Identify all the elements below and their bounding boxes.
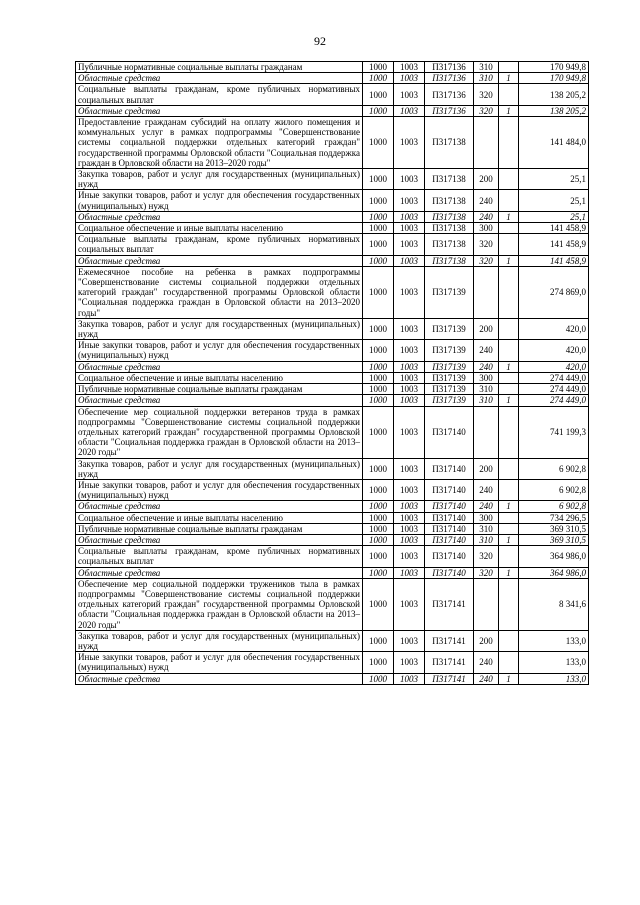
table-row (76, 318, 589, 339)
expense-name: Ежемесячное пособие на ребенка в рамках подпрограммы "Совершенствование системы социальной поддержки отдельных категорий граждан" государственной программы Орловской области "Социальная поддержка граждан в Орловской области на 2013–2020 годы" (76, 266, 363, 318)
table-row-regional-funds (76, 395, 589, 406)
amount: 369 310,5 (519, 523, 589, 534)
expense-type-code: 240 (474, 211, 499, 222)
table-row (76, 372, 589, 383)
section-code: 1000 (363, 384, 394, 395)
target-article-code: П317138 (425, 211, 474, 222)
subsection-code: 1003 (394, 84, 425, 105)
table-row (76, 266, 589, 318)
expense-name: Областные средства (76, 567, 363, 578)
table-body (76, 62, 589, 685)
section-code: 1000 (363, 73, 394, 84)
subsection-code: 1003 (394, 630, 425, 651)
expense-type-code: 240 (474, 340, 499, 361)
amount: 141 458,9 (519, 223, 589, 234)
funding-source-code: 1 (499, 395, 519, 406)
table-row (76, 652, 589, 673)
table-row (76, 523, 589, 534)
table-row (76, 84, 589, 105)
expense-name: Иные закупки товаров, работ и услуг для обеспечения государственных (муниципальных) нужд (76, 479, 363, 500)
expense-type-code: 320 (474, 105, 499, 116)
table-row-regional-funds (76, 73, 589, 84)
table-row-regional-funds (76, 211, 589, 222)
expense-name: Социальное обеспечение и иные выплаты населению (76, 512, 363, 523)
target-article-code: П317136 (425, 105, 474, 116)
expense-name: Областные средства (76, 211, 363, 222)
amount: 133,0 (519, 673, 589, 684)
expense-type-code: 320 (474, 567, 499, 578)
section-code: 1000 (363, 340, 394, 361)
section-code: 1000 (363, 234, 394, 255)
table-row (76, 512, 589, 523)
funding-source-code (499, 372, 519, 383)
expense-type-code (474, 578, 499, 630)
amount: 25,1 (519, 169, 589, 190)
funding-source-code: 1 (499, 255, 519, 266)
funding-source-code (499, 62, 519, 73)
section-code: 1000 (363, 169, 394, 190)
funding-source-code: 1 (499, 567, 519, 578)
table-row (76, 223, 589, 234)
expense-type-code: 200 (474, 458, 499, 479)
expense-name: Областные средства (76, 501, 363, 512)
expense-name: Публичные нормативные социальные выплаты гражданам (76, 62, 363, 73)
target-article-code: П317140 (425, 567, 474, 578)
table-row-regional-funds (76, 673, 589, 684)
amount: 369 310,5 (519, 534, 589, 545)
target-article-code: П317141 (425, 630, 474, 651)
table-row (76, 384, 589, 395)
subsection-code: 1003 (394, 501, 425, 512)
funding-source-code (499, 234, 519, 255)
target-article-code: П317138 (425, 255, 474, 266)
subsection-code: 1003 (394, 255, 425, 266)
section-code: 1000 (363, 190, 394, 211)
table-row (76, 117, 589, 169)
target-article-code: П317138 (425, 223, 474, 234)
section-code: 1000 (363, 630, 394, 651)
expense-name: Областные средства (76, 105, 363, 116)
subsection-code: 1003 (394, 384, 425, 395)
funding-source-code (499, 117, 519, 169)
target-article-code: П317140 (425, 546, 474, 567)
expense-name: Предоставление гражданам субсидий на оплату жилого помещения и коммунальных услуг в рамках подпрограммы "Совершенствование системы социальной поддержки отдельных категорий граждан" государственной программы Орловской области "Социальная поддержка граждан в Орловской области на 2013–2020 годы" (76, 117, 363, 169)
section-code: 1000 (363, 211, 394, 222)
amount: 138 205,2 (519, 84, 589, 105)
expense-type-code: 300 (474, 223, 499, 234)
amount: 274 449,0 (519, 372, 589, 383)
funding-source-code (499, 652, 519, 673)
subsection-code: 1003 (394, 652, 425, 673)
subsection-code: 1003 (394, 190, 425, 211)
section-code: 1000 (363, 479, 394, 500)
target-article-code: П317141 (425, 652, 474, 673)
funding-source-code (499, 266, 519, 318)
amount: 6 902,8 (519, 458, 589, 479)
amount: 364 986,0 (519, 546, 589, 567)
expense-type-code: 310 (474, 523, 499, 534)
table-row-regional-funds (76, 567, 589, 578)
subsection-code: 1003 (394, 169, 425, 190)
expense-name: Областные средства (76, 73, 363, 84)
expense-name: Иные закупки товаров, работ и услуг для обеспечения государственных (муниципальных) нужд (76, 652, 363, 673)
funding-source-code: 1 (499, 105, 519, 116)
expense-name: Иные закупки товаров, работ и услуг для обеспечения государственных (муниципальных) нужд (76, 190, 363, 211)
funding-source-code (499, 340, 519, 361)
expense-type-code (474, 117, 499, 169)
subsection-code: 1003 (394, 105, 425, 116)
subsection-code: 1003 (394, 512, 425, 523)
section-code: 1000 (363, 84, 394, 105)
amount: 420,0 (519, 318, 589, 339)
section-code: 1000 (363, 567, 394, 578)
funding-source-code: 1 (499, 73, 519, 84)
subsection-code: 1003 (394, 479, 425, 500)
table-row (76, 546, 589, 567)
table-row-regional-funds (76, 105, 589, 116)
target-article-code: П317136 (425, 84, 474, 105)
section-code: 1000 (363, 318, 394, 339)
section-code: 1000 (363, 578, 394, 630)
funding-source-code (499, 546, 519, 567)
table-row (76, 234, 589, 255)
subsection-code: 1003 (394, 567, 425, 578)
target-article-code: П317141 (425, 578, 474, 630)
expense-name: Публичные нормативные социальные выплаты гражданам (76, 384, 363, 395)
expense-type-code: 320 (474, 546, 499, 567)
amount: 364 986,0 (519, 567, 589, 578)
section-code: 1000 (363, 223, 394, 234)
section-code: 1000 (363, 673, 394, 684)
target-article-code: П317136 (425, 62, 474, 73)
expense-name: Закупка товаров, работ и услуг для государственных (муниципальных) нужд (76, 458, 363, 479)
section-code: 1000 (363, 62, 394, 73)
amount: 133,0 (519, 652, 589, 673)
target-article-code: П317139 (425, 384, 474, 395)
amount: 133,0 (519, 630, 589, 651)
expense-type-code: 310 (474, 62, 499, 73)
expense-name: Закупка товаров, работ и услуг для государственных (муниципальных) нужд (76, 318, 363, 339)
subsection-code: 1003 (394, 534, 425, 545)
target-article-code: П317138 (425, 190, 474, 211)
expense-name: Областные средства (76, 255, 363, 266)
funding-source-code (499, 223, 519, 234)
expense-name: Областные средства (76, 534, 363, 545)
funding-source-code: 1 (499, 534, 519, 545)
target-article-code: П317141 (425, 673, 474, 684)
table-row (76, 479, 589, 500)
target-article-code: П317139 (425, 340, 474, 361)
expense-type-code: 240 (474, 501, 499, 512)
subsection-code: 1003 (394, 673, 425, 684)
amount: 420,0 (519, 340, 589, 361)
subsection-code: 1003 (394, 340, 425, 361)
page-number: 92 (314, 34, 326, 48)
funding-source-code (499, 84, 519, 105)
expense-name: Областные средства (76, 673, 363, 684)
funding-source-code (499, 458, 519, 479)
section-code: 1000 (363, 512, 394, 523)
target-article-code: П317140 (425, 458, 474, 479)
expense-name: Социальное обеспечение и иные выплаты населению (76, 372, 363, 383)
amount: 274 869,0 (519, 266, 589, 318)
funding-source-code (499, 169, 519, 190)
amount: 741 199,3 (519, 406, 589, 458)
section-code: 1000 (363, 105, 394, 116)
funding-source-code (499, 512, 519, 523)
expense-type-code: 240 (474, 673, 499, 684)
subsection-code: 1003 (394, 578, 425, 630)
subsection-code: 1003 (394, 211, 425, 222)
target-article-code: П317138 (425, 234, 474, 255)
subsection-code: 1003 (394, 372, 425, 383)
expense-type-code: 320 (474, 84, 499, 105)
expense-name: Социальные выплаты гражданам, кроме публичных нормативных социальных выплат (76, 84, 363, 105)
target-article-code: П317138 (425, 169, 474, 190)
expense-type-code: 320 (474, 255, 499, 266)
subsection-code: 1003 (394, 395, 425, 406)
target-article-code: П317140 (425, 501, 474, 512)
expense-type-code: 240 (474, 652, 499, 673)
expense-name: Закупка товаров, работ и услуг для государственных (муниципальных) нужд (76, 630, 363, 651)
table-row (76, 190, 589, 211)
funding-source-code (499, 630, 519, 651)
section-code: 1000 (363, 406, 394, 458)
amount: 141 458,9 (519, 234, 589, 255)
section-code: 1000 (363, 395, 394, 406)
expense-name: Обеспечение мер социальной поддержки тружеников тыла в рамках подпрограммы "Совершенствование системы социальной поддержки отдельных категорий граждан" государственной программы Орловской области "Социальная поддержка граждан в Орловской области на 2013–2020 годы" (76, 578, 363, 630)
target-article-code: П317136 (425, 73, 474, 84)
amount: 734 296,5 (519, 512, 589, 523)
budget-table (75, 61, 589, 685)
amount: 274 449,0 (519, 384, 589, 395)
expense-type-code: 310 (474, 395, 499, 406)
target-article-code: П317139 (425, 361, 474, 372)
expense-type-code: 300 (474, 372, 499, 383)
expense-type-code: 200 (474, 169, 499, 190)
expense-type-code: 240 (474, 190, 499, 211)
expense-type-code: 240 (474, 361, 499, 372)
amount: 138 205,2 (519, 105, 589, 116)
funding-source-code: 1 (499, 673, 519, 684)
expense-name: Публичные нормативные социальные выплаты гражданам (76, 523, 363, 534)
section-code: 1000 (363, 361, 394, 372)
amount: 25,1 (519, 190, 589, 211)
funding-source-code: 1 (499, 211, 519, 222)
target-article-code: П317139 (425, 395, 474, 406)
section-code: 1000 (363, 501, 394, 512)
expense-type-code: 200 (474, 630, 499, 651)
table-row-regional-funds (76, 501, 589, 512)
expense-type-code: 320 (474, 234, 499, 255)
table-row (76, 458, 589, 479)
amount: 170 949,8 (519, 62, 589, 73)
expense-name: Социальные выплаты гражданам, кроме публичных нормативных социальных выплат (76, 546, 363, 567)
expense-type-code: 240 (474, 479, 499, 500)
section-code: 1000 (363, 117, 394, 169)
target-article-code: П317140 (425, 512, 474, 523)
section-code: 1000 (363, 534, 394, 545)
table-row (76, 578, 589, 630)
amount: 141 484,0 (519, 117, 589, 169)
expense-type-code (474, 406, 499, 458)
table-row (76, 340, 589, 361)
funding-source-code (499, 479, 519, 500)
table-row-regional-funds (76, 361, 589, 372)
funding-source-code: 1 (499, 361, 519, 372)
target-article-code: П317140 (425, 479, 474, 500)
target-article-code: П317140 (425, 523, 474, 534)
amount: 8 341,6 (519, 578, 589, 630)
amount: 25,1 (519, 211, 589, 222)
table-row (76, 630, 589, 651)
section-code: 1000 (363, 255, 394, 266)
expense-name: Обеспечение мер социальной поддержки ветеранов труда в рамках подпрограммы "Совершенствование системы социальной поддержки отдельных категорий граждан" государственной программы Орловской области "Социальная поддержка граждан в Орловской области на 2013–2020 годы" (76, 406, 363, 458)
amount: 274 449,0 (519, 395, 589, 406)
subsection-code: 1003 (394, 523, 425, 534)
expense-name: Областные средства (76, 361, 363, 372)
section-code: 1000 (363, 652, 394, 673)
amount: 420,0 (519, 361, 589, 372)
expense-type-code: 200 (474, 318, 499, 339)
expense-type-code (474, 266, 499, 318)
target-article-code: П317140 (425, 406, 474, 458)
expense-type-code: 310 (474, 384, 499, 395)
table-row-regional-funds (76, 534, 589, 545)
amount: 141 458,9 (519, 255, 589, 266)
amount: 6 902,8 (519, 479, 589, 500)
subsection-code: 1003 (394, 73, 425, 84)
subsection-code: 1003 (394, 361, 425, 372)
expense-name: Социальное обеспечение и иные выплаты населению (76, 223, 363, 234)
expense-name: Социальные выплаты гражданам, кроме публичных нормативных социальных выплат (76, 234, 363, 255)
subsection-code: 1003 (394, 266, 425, 318)
expense-type-code: 310 (474, 73, 499, 84)
subsection-code: 1003 (394, 318, 425, 339)
funding-source-code (499, 406, 519, 458)
amount: 170 949,8 (519, 73, 589, 84)
target-article-code: П317139 (425, 318, 474, 339)
subsection-code: 1003 (394, 62, 425, 73)
section-code: 1000 (363, 546, 394, 567)
expense-name: Областные средства (76, 395, 363, 406)
target-article-code: П317139 (425, 266, 474, 318)
amount: 6 902,8 (519, 501, 589, 512)
subsection-code: 1003 (394, 117, 425, 169)
target-article-code: П317138 (425, 117, 474, 169)
expense-name: Закупка товаров, работ и услуг для государственных (муниципальных) нужд (76, 169, 363, 190)
funding-source-code (499, 190, 519, 211)
table-row (76, 406, 589, 458)
funding-source-code (499, 318, 519, 339)
target-article-code: П317139 (425, 372, 474, 383)
subsection-code: 1003 (394, 223, 425, 234)
funding-source-code (499, 384, 519, 395)
subsection-code: 1003 (394, 406, 425, 458)
section-code: 1000 (363, 523, 394, 534)
funding-source-code (499, 523, 519, 534)
section-code: 1000 (363, 458, 394, 479)
subsection-code: 1003 (394, 546, 425, 567)
target-article-code: П317140 (425, 534, 474, 545)
section-code: 1000 (363, 266, 394, 318)
expense-type-code: 310 (474, 534, 499, 545)
funding-source-code (499, 578, 519, 630)
expense-name: Иные закупки товаров, работ и услуг для обеспечения государственных (муниципальных) нужд (76, 340, 363, 361)
subsection-code: 1003 (394, 234, 425, 255)
subsection-code: 1003 (394, 458, 425, 479)
expense-type-code: 300 (474, 512, 499, 523)
section-code: 1000 (363, 372, 394, 383)
table-row-regional-funds (76, 255, 589, 266)
table-row (76, 62, 589, 73)
table-row (76, 169, 589, 190)
funding-source-code: 1 (499, 501, 519, 512)
